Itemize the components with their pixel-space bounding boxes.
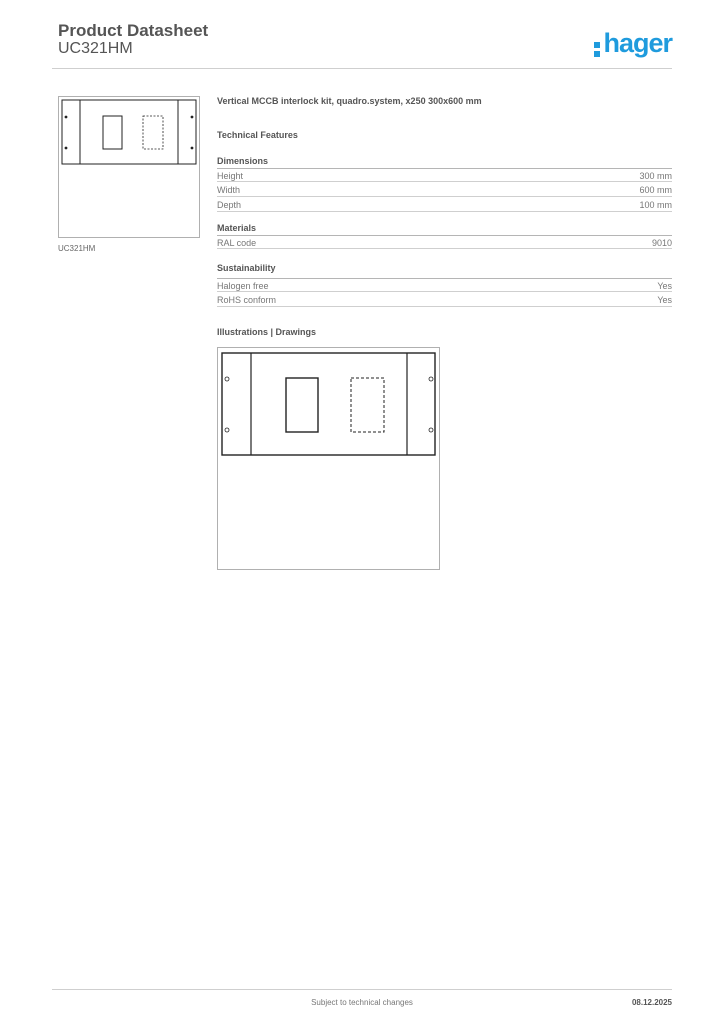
spec-value: 600 mm (639, 185, 672, 195)
spec-label: Width (217, 185, 241, 195)
spec-value: 9010 (651, 238, 672, 248)
spec-label: Halogen free (217, 281, 269, 291)
interlock-kit-thumbnail-drawing (59, 97, 199, 237)
spec-value: Yes (657, 295, 672, 305)
spec-row-width (217, 183, 672, 197)
product-drawing (217, 347, 440, 570)
logo-colon-icon (594, 37, 601, 59)
spec-value: Yes (657, 281, 672, 291)
interlock-kit-drawing (218, 348, 439, 569)
thumbnail-caption: UC321HM (58, 244, 96, 253)
spec-row-rohs-conform (217, 293, 672, 307)
spec-label: Height (217, 171, 244, 181)
product-code: UC321HM (58, 40, 133, 57)
sustainability-heading: Sustainability (217, 263, 276, 273)
logo-text: hager (603, 28, 672, 58)
document-title: Product Datasheet (58, 21, 209, 40)
spec-row-height (217, 168, 672, 182)
footer-date: 08.12.2025 (631, 998, 672, 1007)
materials-heading: Materials (217, 223, 257, 233)
footer-divider (52, 989, 672, 990)
hager-logo (594, 28, 672, 59)
spec-value: 100 mm (639, 200, 672, 210)
product-thumbnail (58, 96, 200, 238)
spec-label: RAL code (217, 238, 257, 248)
spec-label: Depth (217, 200, 242, 210)
spec-row-depth (217, 198, 672, 212)
dimensions-heading: Dimensions (217, 156, 269, 166)
header-divider (52, 68, 672, 69)
footer-note: Subject to technical changes (311, 998, 413, 1007)
product-description: Vertical MCCB interlock kit, quadro.system, x250 300x600 mm (217, 96, 482, 106)
spec-label: RoHS conform (217, 295, 277, 305)
technical-features-heading: Technical Features (217, 130, 298, 140)
spec-value: 300 mm (639, 171, 672, 181)
spec-row-halogen-free (217, 278, 672, 292)
illustrations-heading: Illustrations | Drawings (217, 327, 317, 337)
spec-row-ral-code (217, 235, 672, 249)
